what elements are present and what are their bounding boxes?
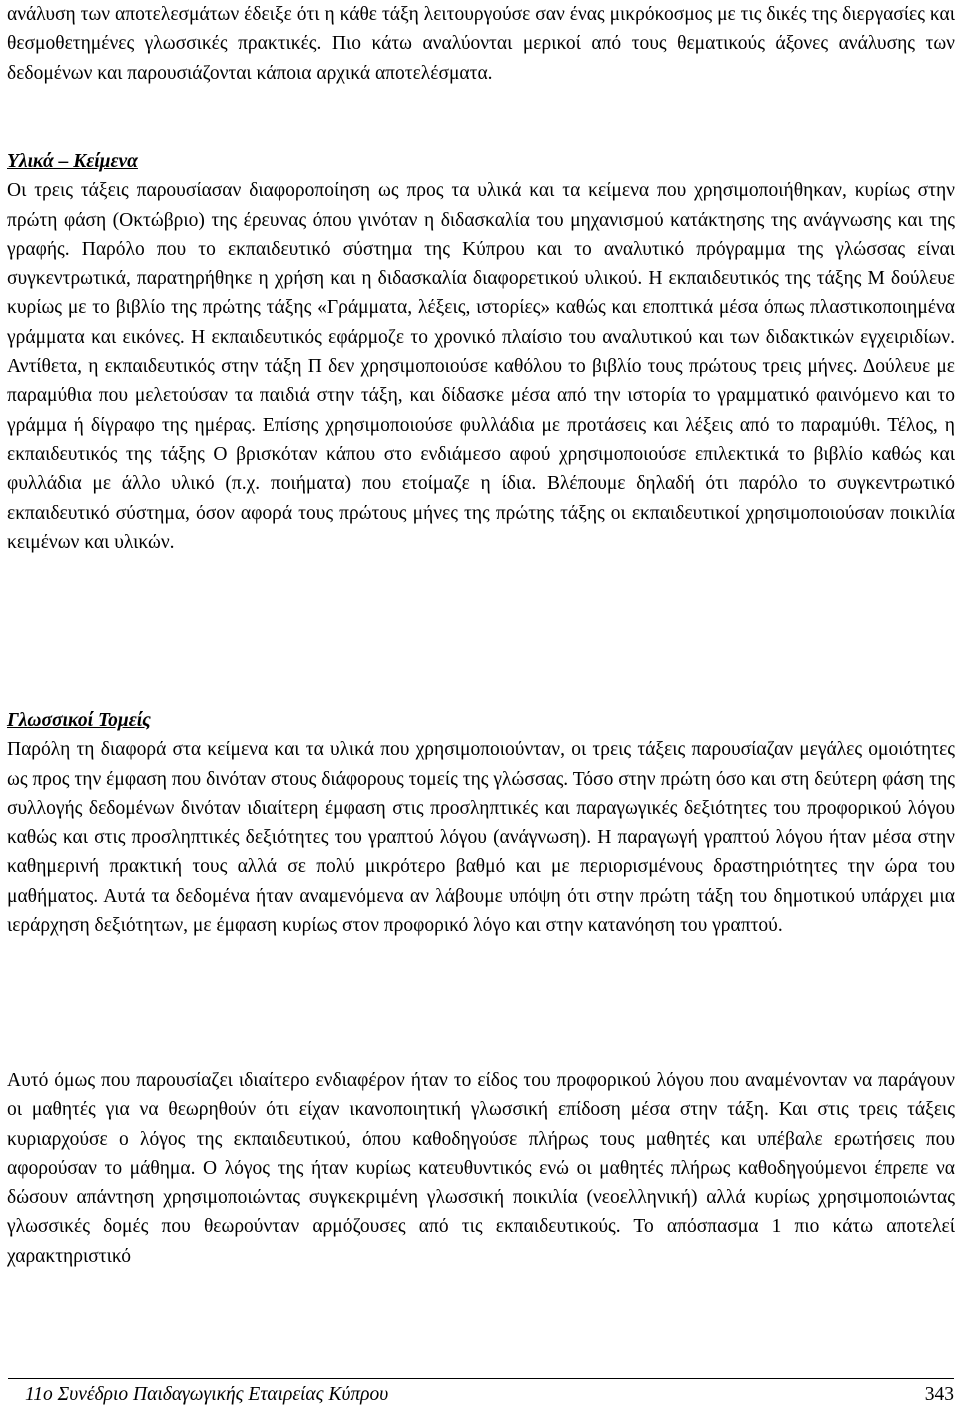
section-heading-language-domains: Γλωσσικοί Τομείς bbox=[7, 710, 151, 731]
footer-divider bbox=[8, 1378, 954, 1379]
document-page bbox=[7, 0, 955, 1267]
intro-paragraph: ανάλυση των αποτελεσμάτων έδειξε ότι η κάθε τάξη λειτουργούσε σαν ένας μικρόκοσμος με τις δικές της διεργασίες και θεσμοθετημένες γλωσσικές πρακτικές. Πιο κάτω αναλύονται μερικοί από τους θεματικούς άξονες ανάλυσης των δεδομένων και παρουσιάζονται κάποια αρχικά αποτελέσματα. bbox=[7, 4, 955, 84]
closing-section bbox=[7, 1066, 955, 1271]
closing-paragraph: Αυτό όμως που παρουσίαζει ιδιαίτερο ενδιαφέρον ήταν το είδος του προφορικού λόγου που αναμένονταν να παράγουν οι μαθητές για να θεωρηθούν ότι είχαν ικανοποιητική γλωσσική επίδοση μέσα στην τάξη. Και στις τρεις τάξεις κυριαρχούσε ο λόγος της εκπαιδευτικού, όπου καθοδηγούσε πλήρως τους μαθητές και υπέβαλε ερωτήσεις που αφορούσαν το μάθημα. Ο λόγος της ήταν κυρίως κατευθυντικός ενώ οι μαθητές πλήρως καθοδηγούμενοι έπρεπε να δώσουν απάντηση χρησιμοποιώντας συγκεκριμένη γλωσσική ποικιλία (νεοελληνική) αλλά κυρίως χρησιμοποιώντας γλωσσικές δομές που θεωρούνταν αρμόζουσες από τις εκπαιδευτικούς. Το απόσπασμα 1 πιο κάτω αποτελεί χαρακτηριστικό bbox=[7, 1070, 955, 1267]
section-heading-materials: Υλικά – Κείμενα bbox=[7, 151, 138, 172]
page-footer bbox=[25, 1382, 954, 1408]
section-body-language-domains: Παρόλη τη διαφορά στα κείμενα και τα υλικά που χρησιμοποιούνταν, οι τρεις τάξεις παρουσίαζαν μεγάλες ομοιότητες ως προς την έμφαση που δινόταν στους διάφορους τομείς της γλώσσας. Τόσο στην πρώτη όσο και στη δεύτερη φάση της συλλογής δεδομένων δινόταν ιδιαίτερη έμφαση στις προσληπτικές και παραγωγικές δεξιότητες του προφορικού λόγου καθώς και στις προσληπτικές δεξιότητες του γραπτού λόγου (ανάγνωση). Η παραγωγή γραπτού λόγου ήταν μέσα στην καθημερινή πρακτική τους αλλά σε πολύ μικρότερο βαθμό και με περιορισμένους δραστηριότητες την ώρα του μαθήματος. Αυτά τα δεδομένα ήταν αναμενόμενα αν λάβουμε υπόψη ότι στην πρώτη τάξη του δημοτικού υπάρχει μια ιεράρχηση δεξιότητων, με έμφαση κυρίως στον προφορικό λόγο και στην κατανόηση του γραπτού. bbox=[7, 739, 955, 937]
section-body-materials: Οι τρεις τάξεις παρουσίασαν διαφοροποίηση ως προς τα υλικά και τα κείμενα που χρησιμοποιήθηκαν, κυρίως στην πρώτη φάση (Οκτώβριο) της έρευνας όπου γινόταν η διδασκαλία του μηχανισμού κατάκτησης της ανάγνωσης και της γραφής. Παρόλο που το εκπαιδευτικό σύστημα της Κύπρου και το αναλυτικό πρόγραμμα της γλώσσας είναι συγκεντρωτικά, παρατηρήθηκε η χρήση και η διδασκαλία διαφορετικού υλικού. Η εκπαιδευτικός της τάξης Μ δούλευε κυρίως με το βιβλίο της πρώτης τάξης «Γράμματα, λέξεις, ιστορίες» καθώς και εποπτικά μέσα όπως πλαστικοποιημένα γράμματα και εικόνες. Η εκπαιδευτικός εφάρμοζε το χρονικό πλαίσιο του αναλυτικού και των διδακτικών εγχειριδίων. Αντίθετα, η εκπαιδευτικός στην τάξη Π δεν χρησιμοποιούσε καθόλου το βιβλίο τους πρώτους τρεις μήνες. Δούλευε με παραμύθια που μελετούσαν τα παιδιά στην τάξη, και δίδασκε μέσα από την ιστορία το γραμματικό φαινόμενο και το γράμμα ή δίγραφο της ημέρας. Επίσης χρησιμοποιούσε φυλλάδια με προτάσεις και λέξεις από το παραμύθι. Τέλος, η εκπαιδευτικός της τάξης Ο βρισκόταν κάπου στο ενδιάμεσο αφού χρησιμοποιούσε επιλεκτικά το βιβλίο καθώς και φυλλάδια με άλλο υλικό (π.χ. ποιήματα) που ετοίμαζε η ίδια. Βλέπουμε δηλαδή ότι παρόλο το συγκεντρωτικό εκπαιδευτικό σύστημα, όσον αφορά τους πρώτους μήνες της πρώτης τάξης οι εκπαιδευτικοί χρησιμοποιούσαν ποικιλία κειμένων και υλικών. bbox=[7, 180, 955, 553]
section-materials bbox=[7, 147, 955, 557]
page-number: 343 bbox=[924, 1384, 954, 1405]
footer-conference-title: 11ο Συνέδριο Παιδαγωγικής Εταιρείας Κύπρου bbox=[25, 1384, 389, 1405]
section-language-domains bbox=[7, 706, 955, 940]
